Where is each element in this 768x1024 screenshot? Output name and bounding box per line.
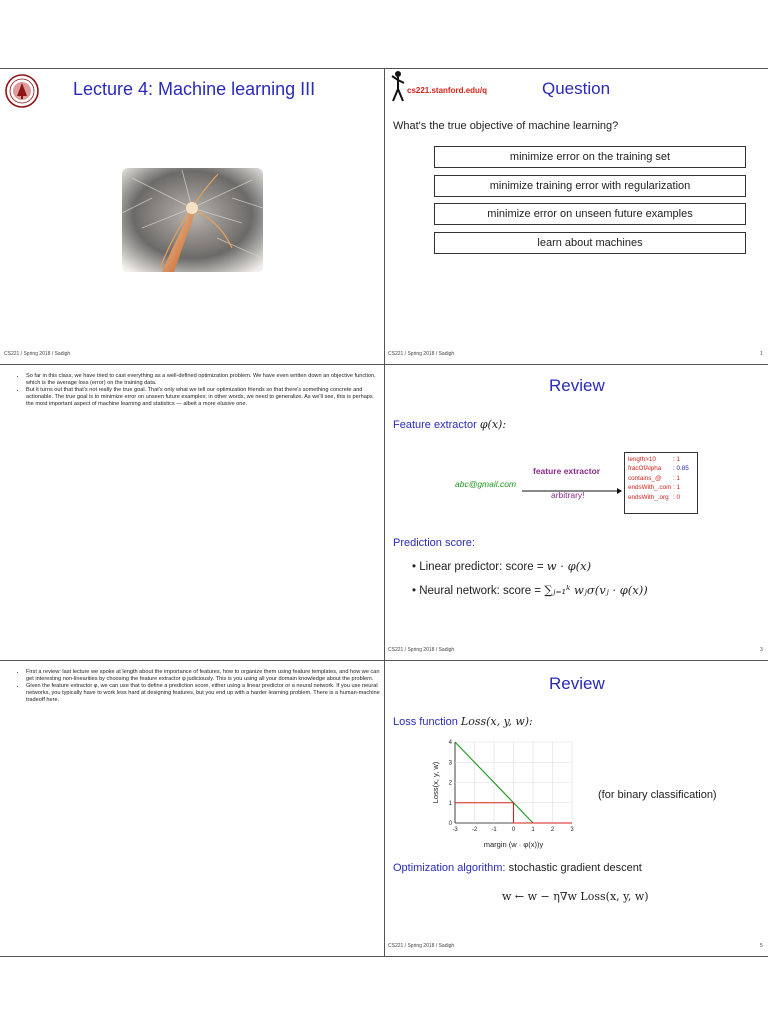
option-regularization[interactable]: minimize training error with regularization [434, 175, 746, 197]
x-axis-label: margin (w · φ(x))y [483, 840, 544, 849]
feature-row: endsWith_.com : 1 [628, 484, 681, 492]
arrow-icon [522, 482, 622, 490]
notes-review-item: • Given the feature extractor φ, we can use that to define a prediction score, either using a linear predictor or a neural network. If you use neural networks, you typically have to work less hard at designing features, but you end up with a harder learning problem. There is a human-machine tradeoff here. [26, 683, 381, 704]
update-rule: w ← w − η∇w Loss(x, y, w) [502, 890, 649, 903]
y-tick-label: 1 [448, 800, 452, 807]
option-unseen-examples[interactable]: minimize error on unseen future examples [434, 203, 746, 225]
option-learn-machines[interactable]: learn about machines [434, 232, 746, 254]
loss-chart [420, 736, 585, 852]
prediction-score-label: Prediction score: [393, 537, 475, 549]
notes-overview-item: • So far in this class, we have tried to cast everything as a well-defined optimization problem. We have even written down an objective function, which is the average loss (error) on the training data. [26, 373, 381, 387]
slide-title-heading: Lecture 4: Machine learning III [73, 79, 316, 99]
x-tick-label: 0 [511, 827, 516, 833]
linear-predictor-math: w · φ(x) [546, 559, 592, 573]
notes-overview [20, 373, 381, 408]
review-features-footer: CS221 / Spring 2018 / Sadigh [388, 647, 455, 653]
linear-predictor-line: • Linear predictor: score = w · φ(x) [412, 559, 592, 573]
notes-review [20, 669, 381, 704]
x-tick-label: 3 [570, 827, 574, 833]
feature-extractor-math: φ(x): [479, 418, 507, 431]
question-title: Question [542, 79, 611, 98]
y-axis-label: Loss(x, y, w) [431, 761, 440, 804]
feature-extractor-label: Feature extractor [393, 419, 477, 431]
binary-classification-note: (for binary classification) [598, 789, 717, 801]
stick-figure-icon [389, 70, 407, 104]
feature-extractor-heading [393, 418, 506, 431]
optimization-label: Optimization algorithm: [393, 862, 506, 874]
review-loss-page-number: 5 [760, 943, 763, 949]
question-url[interactable]: cs221.stanford.edu/q [407, 86, 488, 95]
feature-row: fracOfAlpha : 0.85 [628, 465, 689, 473]
divider-vertical [384, 68, 385, 956]
feature-row: contains_@ : 1 [628, 474, 681, 482]
x-tick-label: 2 [550, 827, 555, 833]
slide-title-footer: CS221 / Spring 2018 / Sadigh [4, 351, 71, 357]
divider-bottom [0, 956, 768, 957]
feature-vector [624, 452, 698, 514]
loss-function-heading [393, 715, 533, 728]
stanford-seal-icon [5, 72, 39, 110]
review-features-title: Review [549, 376, 605, 395]
y-tick-label: 2 [448, 780, 452, 787]
input-example: abc@gmail.com [455, 479, 517, 489]
notes-review-item: • First a review: last lecture we spoke at length about the importance of features, how to organize them using feature templates, and how we can get interesting non-linearities by choosing the feature extractor φ judiciously. This is you using all your domain knowledge about the problem. [26, 669, 381, 683]
feature-row: endsWith_.org : 0 [628, 493, 681, 501]
y-tick-label: 3 [448, 760, 452, 767]
x-tick-label: -1 [491, 827, 497, 833]
arrow-bottom-label: arbitrary! [551, 490, 585, 500]
option-training-set[interactable]: minimize error on the training set [434, 146, 746, 168]
neural-network-label: Neural network: score = [419, 585, 541, 597]
optimization-value: stochastic gradient descent [508, 862, 642, 874]
arrow-top-label: feature extractor [533, 466, 601, 476]
loss-function-math: Loss(x, y, w): [460, 715, 533, 728]
neural-network-line: • Neural network: score = ∑ⱼ₌₁ᵏ wⱼσ(vⱼ · φ(x)) [412, 583, 648, 597]
neural-network-math: ∑ⱼ₌₁ᵏ wⱼσ(vⱼ · φ(x)) [544, 583, 648, 597]
loss-function-label: Loss function [393, 716, 458, 728]
review-loss-title: Review [549, 674, 605, 693]
neuron-image [122, 168, 263, 272]
question-footer: CS221 / Spring 2018 / Sadigh [388, 351, 455, 357]
x-tick-label: -2 [471, 827, 478, 833]
x-tick-label: -3 [452, 827, 458, 833]
x-tick-label: 1 [531, 827, 535, 833]
review-features-page-number: 3 [760, 647, 763, 653]
y-tick-label: 0 [448, 821, 452, 827]
y-tick-label: 4 [448, 740, 452, 746]
optimization-line [393, 862, 642, 874]
review-loss-footer: CS221 / Spring 2018 / Sadigh [388, 943, 455, 949]
question-text: What's the true objective of machine learning? [393, 120, 619, 132]
series-line-zero-one-loss [455, 803, 572, 823]
feature-row: length>10 : 1 [628, 456, 681, 463]
question-page-number: 1 [760, 351, 763, 357]
notes-overview-item: • But it turns out that that's not really the true goal. That's only what we tell our optimization friends so that there's something concrete and actionable. The true goal is to minimize error on unseen future examples; in other words, we need to generalize. As we'll see, this is perhaps the most important aspect of machine learning and statistics — albeit a more elusive one. [26, 387, 381, 408]
linear-predictor-label: Linear predictor: score = [419, 561, 544, 573]
